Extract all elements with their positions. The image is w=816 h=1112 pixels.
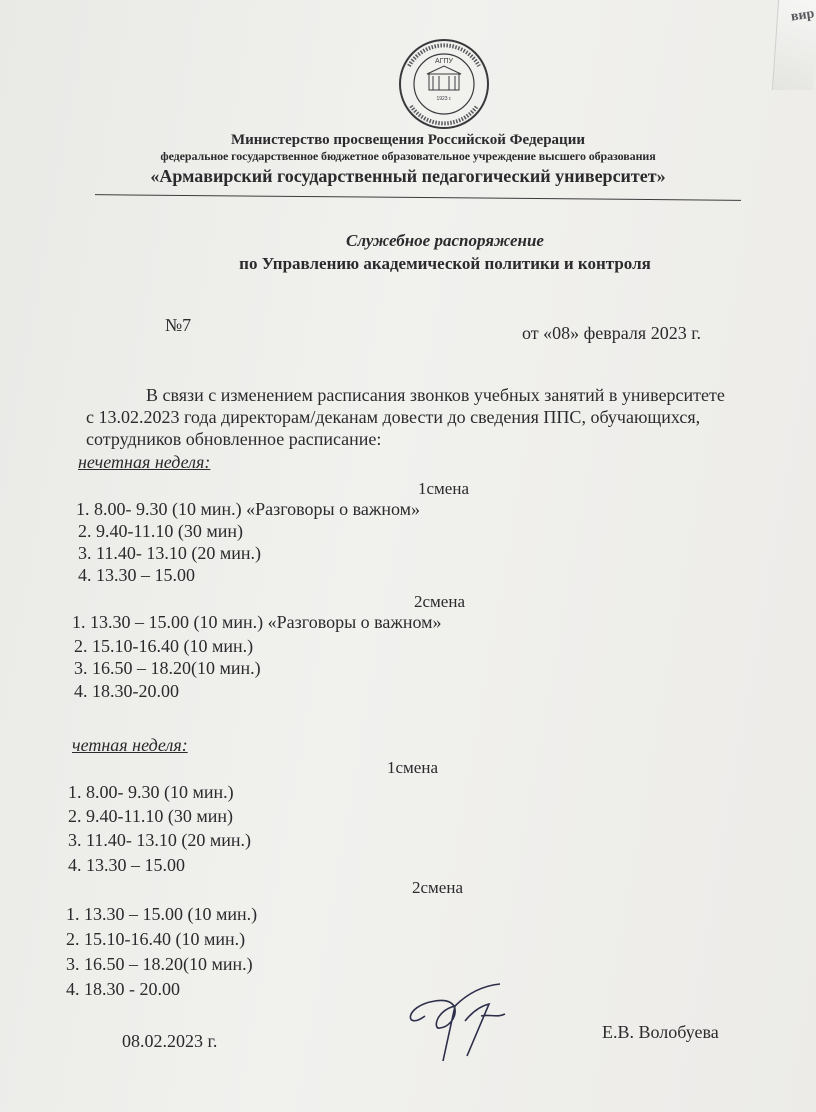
document-number: №7: [165, 315, 192, 335]
body-line-1: В связи с изменением расписания звонков учебных занятий в университете: [146, 385, 725, 405]
schedule-item: 2. 15.10-16.40 (10 мин.): [66, 929, 246, 949]
university-name: «Армавирский государственный педагогический университет»: [150, 166, 666, 186]
odd-week-label: нечетная неделя:: [78, 452, 211, 472]
document-type: Служебное распоряжение: [346, 231, 544, 250]
even-week-label: четная неделя:: [72, 735, 188, 755]
schedule-item: 1. 8.00- 9.30 (10 мин.) «Разговоры о важном»: [76, 499, 421, 519]
handwritten-signature: [395, 976, 525, 1066]
institution-type: федеральное государственное бюджетное образовательное учреждение высшего образования: [160, 149, 656, 163]
even-week-shift1-label: 1смена: [387, 758, 438, 777]
document-body: [86, 384, 806, 450]
schedule-item: 1. 8.00- 9.30 (10 мин.): [68, 782, 234, 802]
seal-abbr: АГПУ: [435, 58, 453, 65]
schedule-item: 4. 13.30 – 15.00: [68, 855, 185, 875]
signer-name: Е.В. Волобуева: [602, 1022, 719, 1042]
university-seal-logo: [385, 36, 503, 132]
schedule-item: 3. 11.40- 13.10 (20 мин.): [68, 830, 251, 850]
document-department: по Управлению академической политики и контроля: [239, 254, 651, 273]
even-week-shift2-label: 2смена: [412, 878, 463, 897]
schedule-item: 4. 18.30 - 20.00: [66, 979, 180, 999]
signature-date: 08.02.2023 г.: [122, 1031, 218, 1051]
corner-scrap-text: вир: [789, 6, 815, 25]
schedule-item: 2. 9.40-11.10 (30 мин): [78, 521, 243, 541]
body-line-2: с 13.02.2023 года директорам/деканам довести до сведения ППС, обучающихся,: [86, 407, 701, 427]
schedule-item: 1. 13.30 – 15.00 (10 мин.): [66, 904, 258, 924]
schedule-item: 3. 11.40- 13.10 (20 мин.): [78, 543, 261, 563]
schedule-item: 3. 16.50 – 18.20(10 мин.): [74, 658, 261, 678]
odd-week-shift1-label: 1смена: [418, 479, 469, 498]
seal-year: 1923 г.: [436, 96, 452, 102]
ministry-name: Министерство просвещения Российской Федерации: [230, 132, 585, 148]
schedule-item: 1. 13.30 – 15.00 (10 мин.) «Разговоры о важном»: [72, 612, 442, 632]
schedule-item: 4. 13.30 – 15.00: [78, 565, 195, 585]
schedule-item: 3. 16.50 – 18.20(10 мин.): [66, 954, 253, 974]
schedule-item: 2. 9.40-11.10 (30 мин): [68, 806, 233, 826]
schedule-item: 4. 18.30-20.00: [74, 681, 179, 701]
body-line-3: сотрудников обновленное расписание:: [86, 429, 382, 449]
header-divider: [95, 194, 741, 201]
odd-week-shift2-label: 2смена: [414, 592, 465, 611]
schedule-item: 2. 15.10-16.40 (10 мин.): [74, 636, 254, 656]
document-date: от «08» февраля 2023 г.: [522, 323, 702, 343]
